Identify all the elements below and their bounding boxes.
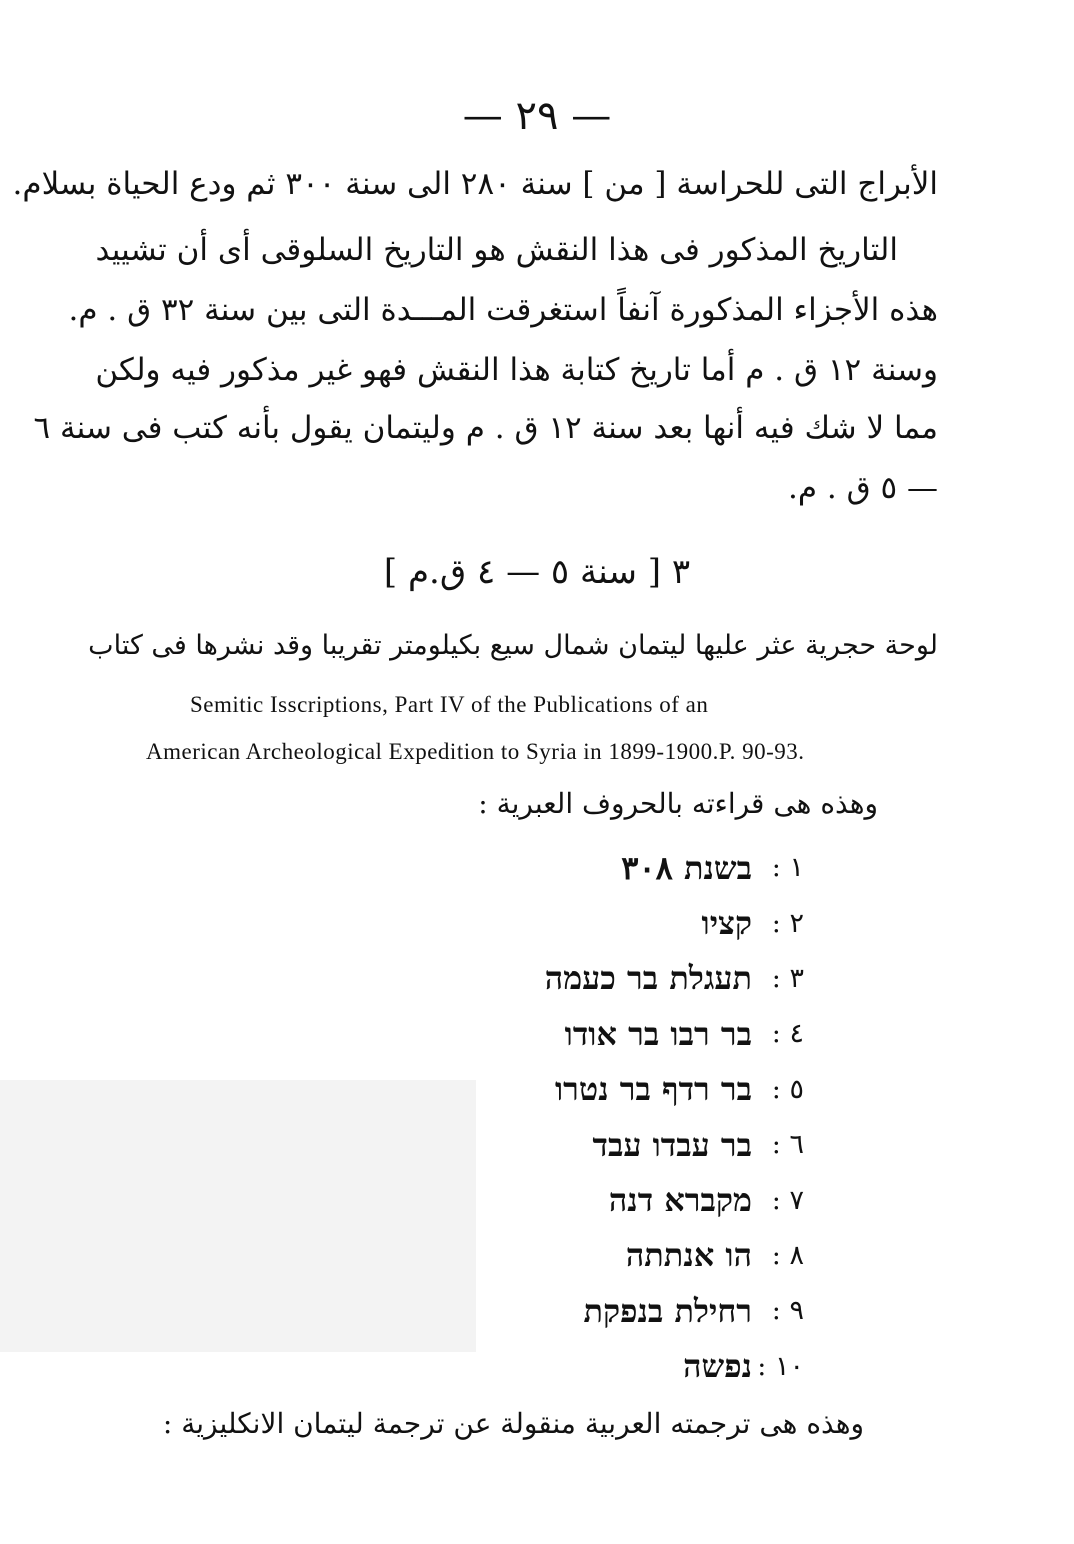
hebrew-reading-intro: وهذه هى قراءته بالحروف العبرية :	[478, 787, 878, 820]
paragraph-line: — ٥ ق . م.	[787, 470, 938, 506]
page-number: — ٢٩ —	[462, 93, 612, 139]
inscription-text: בר רדף בר נטרו	[554, 1070, 752, 1109]
inscription-line	[504, 1172, 804, 1227]
inscription-number: ٧ :	[771, 1184, 804, 1216]
inscription-line	[504, 951, 804, 1006]
inscription-number: ٤ :	[771, 1018, 804, 1050]
inscription-number: ٣ :	[771, 962, 804, 994]
inscription-line	[504, 1006, 804, 1061]
inscription-text: נפשה	[683, 1347, 752, 1386]
inscription-text: מקברא דנה	[608, 1181, 752, 1220]
translation-intro: وهذه هى ترجمته العربية منقولة عن ترجمة ليتمان الانكليزية :	[162, 1407, 864, 1440]
paragraph-line: التاريخ المذكور فى هذا النقش هو التاريخ السلوقى أى أن تشييد	[95, 232, 898, 268]
inscription-line	[504, 1339, 804, 1394]
inscription-text: רחילת בנפקת	[583, 1291, 752, 1330]
inscription-number: ٦ :	[771, 1129, 804, 1161]
inscription-number: ٨ :	[771, 1239, 804, 1271]
inscription-line	[504, 1062, 804, 1117]
english-citation-line-2: American Archeological Expedition to Syria in 1899-1900.P. 90-93.	[146, 739, 805, 764]
inscription-line	[504, 1228, 804, 1283]
section-heading: ٣ [ سنة ٥ — ٤ ق.م ]	[383, 552, 691, 592]
inscription-text: קציו	[701, 904, 752, 943]
inscription-number: ٢ :	[771, 907, 804, 939]
inscription-number: ١٠ :	[757, 1350, 804, 1382]
inscription-number: ٩ :	[771, 1295, 804, 1327]
paragraph-line: هذه الأجزاء المذكورة آنفاً استغرقت المـــدة التى بين سنة ٣٢ ق . م.	[68, 292, 938, 328]
inscription-number: ١ :	[771, 852, 804, 884]
paragraph-line: الأبراج التى للحراسة [ من ] سنة ٢٨٠ الى سنة ٣٠٠ ثم ودع الحياة بسلام.	[12, 166, 938, 202]
paragraph-line: وسنة ١٢ ق . م أما تاريخ كتابة هذا النقش فهو غير مذكور فيه ولكن	[95, 352, 938, 388]
paragraph-line: مما لا شك فيه أنها بعد سنة ١٢ ق . م وليتمان يقول بأنه كتب فى سنة ٦	[33, 410, 938, 446]
inscription-text: בשנת ٣٠٨	[621, 848, 752, 887]
inscription-line	[504, 840, 804, 895]
inscription-text: תעגלת בר כעמה	[544, 959, 752, 998]
scan-shading	[0, 1080, 476, 1352]
inscription-line	[504, 1283, 804, 1338]
inscription-text: בר רבו בר אודו	[564, 1014, 752, 1053]
inscription-text: הו אנתתה	[625, 1236, 752, 1275]
inscription-number: ٥ :	[771, 1073, 804, 1105]
section-intro: لوحة حجرية عثر عليها ليتمان شمال سيع بكيلومتر تقريبا وقد نشرها فى كتاب	[88, 630, 938, 661]
inscription-text: בר עבדו עבד	[592, 1125, 752, 1164]
inscription-line	[504, 1117, 804, 1172]
english-citation-line-1: Semitic Isscriptions, Part IV of the Publications of an	[190, 692, 709, 717]
inscription-line	[504, 895, 804, 950]
inscription-lines	[504, 840, 804, 1394]
